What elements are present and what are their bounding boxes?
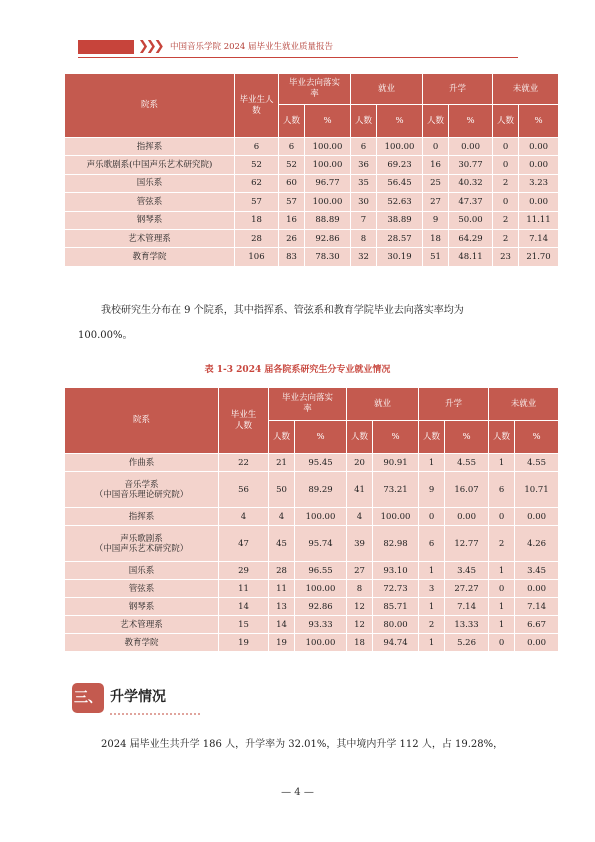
cell-un-p: 10.71 — [515, 472, 559, 508]
cell-un-p: 0.00 — [515, 634, 559, 652]
cell-fur-n: 0 — [423, 138, 449, 156]
dept-name-cell — [65, 229, 235, 247]
cell-rate-n: 28 — [269, 562, 295, 580]
col-employed: 就业 — [347, 388, 419, 421]
cell-emp-n: 36 — [351, 156, 377, 174]
header-title: 中国音乐学院 2024 届毕业生就业质量报告 — [170, 42, 334, 52]
cell-emp-n: 12 — [347, 616, 373, 634]
cell-fur-n: 9 — [419, 472, 445, 508]
cell-fur-n: 1 — [419, 454, 445, 472]
cell-rate-n: 11 — [269, 580, 295, 598]
cell-rate-p: 100.00 — [305, 138, 351, 156]
cell-emp-p: 30.19 — [377, 248, 423, 266]
col-count: 人数 — [489, 421, 515, 454]
cell-emp-n: 30 — [351, 193, 377, 211]
cell-fur-n: 51 — [423, 248, 449, 266]
dept-name-cell — [65, 598, 219, 616]
dept-name-cell — [65, 562, 219, 580]
cell-fur-n: 6 — [419, 526, 445, 562]
dept-name: 国乐系 — [136, 178, 163, 189]
dept-name: 教育学院 — [124, 637, 159, 648]
cell-fur-n: 18 — [423, 229, 449, 247]
cell-fur-p: 0.00 — [445, 508, 489, 526]
cell-rate-p: 100.00 — [305, 156, 351, 174]
cell-fur-n: 9 — [423, 211, 449, 229]
cell-rate-n: 14 — [269, 616, 295, 634]
cell-grads: 4 — [219, 508, 269, 526]
cell-rate-p: 88.89 — [305, 211, 351, 229]
cell-emp-n: 41 — [347, 472, 373, 508]
cell-grads: 57 — [235, 193, 279, 211]
cell-grads: 11 — [219, 580, 269, 598]
col-percent: % — [377, 105, 423, 138]
table-row — [65, 138, 559, 156]
dept-name-cell — [65, 156, 235, 174]
col-further: 升学 — [423, 74, 493, 105]
col-count: 人数 — [419, 421, 445, 454]
cell-fur-p: 13.33 — [445, 616, 489, 634]
cell-un-n: 1 — [489, 562, 515, 580]
cell-fur-n: 25 — [423, 174, 449, 192]
cell-rate-n: 83 — [279, 248, 305, 266]
cell-fur-p: 0.00 — [449, 138, 493, 156]
cell-un-p: 4.26 — [515, 526, 559, 562]
dept-name-cell — [65, 472, 219, 508]
section-title: 升学情况 — [110, 689, 166, 705]
cell-un-p: 4.55 — [515, 454, 559, 472]
dept-name-cell — [65, 454, 219, 472]
table-row — [65, 211, 559, 229]
cell-emp-p: 69.23 — [377, 156, 423, 174]
header-accent-bar — [78, 40, 134, 54]
table-row — [65, 156, 559, 174]
cell-fur-p: 64.29 — [449, 229, 493, 247]
dept-name-cell — [65, 580, 219, 598]
cell-grads: 14 — [219, 598, 269, 616]
cell-rate-n: 45 — [269, 526, 295, 562]
cell-emp-p: 85.71 — [373, 598, 419, 616]
dept-name: 作曲系 — [128, 457, 155, 468]
cell-emp-n: 8 — [351, 229, 377, 247]
cell-rate-n: 4 — [269, 508, 295, 526]
table-row — [65, 598, 559, 616]
col-count: 人数 — [279, 105, 305, 138]
col-rate: 毕业去向落实率 — [279, 74, 351, 105]
cell-un-p: 11.11 — [519, 211, 559, 229]
col-grads: 毕业生人数 — [235, 74, 279, 138]
cell-emp-p: 82.98 — [373, 526, 419, 562]
col-percent: % — [449, 105, 493, 138]
cell-fur-p: 47.37 — [449, 193, 493, 211]
postgrad-dept-table — [64, 387, 559, 652]
cell-rate-n: 6 — [279, 138, 305, 156]
undergrad-dept-table — [64, 73, 559, 267]
dept-name: 管弦系 — [128, 583, 155, 594]
cell-un-p: 7.14 — [515, 598, 559, 616]
cell-grads: 22 — [219, 454, 269, 472]
cell-grads: 15 — [219, 616, 269, 634]
col-further: 升学 — [419, 388, 489, 421]
page-number: — 4 — — [281, 787, 314, 798]
cell-fur-p: 16.07 — [445, 472, 489, 508]
table-row — [65, 562, 559, 580]
table-row — [65, 580, 559, 598]
cell-rate-p: 100.00 — [295, 508, 347, 526]
table-row — [65, 174, 559, 192]
col-percent: % — [515, 421, 559, 454]
cell-emp-n: 39 — [347, 526, 373, 562]
cell-un-n: 2 — [489, 526, 515, 562]
dept-name-cell — [65, 616, 219, 634]
col-percent: % — [305, 105, 351, 138]
paragraph-1-line-1: 我校研究生分布在 9 个院系，其中指挥系、管弦系和教育学院毕业去向落实率均为 — [101, 305, 464, 316]
col-percent: % — [519, 105, 559, 138]
table-row — [65, 229, 559, 247]
dept-name-cell — [65, 193, 235, 211]
dept-name: 钢琴系 — [136, 215, 163, 226]
cell-emp-n: 6 — [351, 138, 377, 156]
cell-emp-p: 72.73 — [373, 580, 419, 598]
cell-rate-n: 16 — [279, 211, 305, 229]
dept-name-cell — [65, 138, 235, 156]
dept-name: 音乐学系 — [124, 479, 159, 490]
cell-un-n: 2 — [493, 211, 519, 229]
cell-emp-n: 27 — [347, 562, 373, 580]
dept-name: 艺术管理系 — [128, 233, 171, 244]
cell-un-n: 2 — [493, 229, 519, 247]
dept-subname: （中国音乐理论研究院） — [94, 489, 189, 500]
cell-emp-n: 20 — [347, 454, 373, 472]
cell-fur-n: 1 — [419, 598, 445, 616]
cell-emp-p: 56.45 — [377, 174, 423, 192]
col-percent: % — [295, 421, 347, 454]
cell-emp-p: 100.00 — [377, 138, 423, 156]
cell-grads: 47 — [219, 526, 269, 562]
col-count: 人数 — [423, 105, 449, 138]
cell-rate-p: 100.00 — [295, 580, 347, 598]
cell-fur-n: 3 — [419, 580, 445, 598]
cell-un-n: 0 — [489, 508, 515, 526]
cell-rate-p: 100.00 — [295, 634, 347, 652]
dept-name-cell — [65, 634, 219, 652]
cell-un-p: 0.00 — [519, 156, 559, 174]
cell-emp-p: 52.63 — [377, 193, 423, 211]
header-rule — [78, 57, 518, 58]
table-row — [65, 616, 559, 634]
cell-un-n: 2 — [493, 174, 519, 192]
cell-fur-p: 48.11 — [449, 248, 493, 266]
cell-un-p: 3.45 — [515, 562, 559, 580]
dept-name-cell — [65, 174, 235, 192]
cell-un-n: 1 — [489, 598, 515, 616]
col-dept: 院系 — [65, 74, 235, 138]
cell-grads: 28 — [235, 229, 279, 247]
cell-emp-p: 38.89 — [377, 211, 423, 229]
cell-un-n: 6 — [489, 472, 515, 508]
cell-fur-p: 30.77 — [449, 156, 493, 174]
cell-un-p: 21.70 — [519, 248, 559, 266]
table-row — [65, 526, 559, 562]
cell-fur-n: 1 — [419, 634, 445, 652]
cell-emp-n: 35 — [351, 174, 377, 192]
cell-grads: 52 — [235, 156, 279, 174]
cell-rate-p: 95.74 — [295, 526, 347, 562]
col-percent: % — [373, 421, 419, 454]
cell-fur-p: 27.27 — [445, 580, 489, 598]
cell-emp-p: 73.21 — [373, 472, 419, 508]
col-grads: 毕业生人数 — [219, 388, 269, 454]
cell-rate-n: 13 — [269, 598, 295, 616]
cell-fur-p: 7.14 — [445, 598, 489, 616]
table-row — [65, 508, 559, 526]
cell-grads: 29 — [219, 562, 269, 580]
cell-emp-n: 32 — [351, 248, 377, 266]
cell-un-n: 0 — [493, 193, 519, 211]
cell-un-n: 0 — [493, 156, 519, 174]
cell-fur-n: 1 — [419, 562, 445, 580]
dept-name: 指挥系 — [128, 511, 155, 522]
cell-rate-n: 52 — [279, 156, 305, 174]
dept-name-cell — [65, 248, 235, 266]
cell-un-n: 0 — [489, 634, 515, 652]
cell-rate-p: 78.30 — [305, 248, 351, 266]
paragraph-2-line-1: 2024 届毕业生共升学 186 人，升学率为 32.01%，其中境内升学 112 人，占 19.28%， — [101, 739, 504, 750]
cell-un-n: 0 — [489, 580, 515, 598]
cell-fur-n: 16 — [423, 156, 449, 174]
cell-emp-n: 7 — [351, 211, 377, 229]
dept-name: 管弦系 — [136, 196, 163, 207]
cell-fur-p: 4.55 — [445, 454, 489, 472]
cell-fur-n: 27 — [423, 193, 449, 211]
cell-un-p: 0.00 — [519, 193, 559, 211]
cell-fur-n: 2 — [419, 616, 445, 634]
col-count: 人数 — [493, 105, 519, 138]
cell-rate-p: 96.55 — [295, 562, 347, 580]
dept-name: 国乐系 — [128, 565, 155, 576]
cell-fur-p: 12.77 — [445, 526, 489, 562]
dept-name-cell — [65, 526, 219, 562]
cell-un-p: 6.67 — [515, 616, 559, 634]
cell-rate-n: 19 — [269, 634, 295, 652]
col-rate: 毕业去向落实率 — [269, 388, 347, 421]
cell-emp-n: 12 — [347, 598, 373, 616]
cell-un-n: 0 — [493, 138, 519, 156]
table-caption: 表 1-3 2024 届各院系研究生分专业就业情况 — [204, 365, 391, 375]
cell-un-n: 23 — [493, 248, 519, 266]
cell-fur-p: 50.00 — [449, 211, 493, 229]
cell-emp-n: 4 — [347, 508, 373, 526]
cell-rate-p: 93.33 — [295, 616, 347, 634]
dept-name: 声乐歌剧系(中国声乐艺术研究院) — [86, 160, 213, 171]
dept-name: 钢琴系 — [128, 601, 155, 612]
cell-rate-n: 21 — [269, 454, 295, 472]
cell-un-p: 0.00 — [519, 138, 559, 156]
cell-rate-p: 92.86 — [305, 229, 351, 247]
col-unemployed: 未就业 — [489, 388, 559, 421]
cell-rate-n: 26 — [279, 229, 305, 247]
cell-emp-n: 18 — [347, 634, 373, 652]
col-count: 人数 — [347, 421, 373, 454]
col-count: 人数 — [269, 421, 295, 454]
table-row — [65, 248, 559, 266]
cell-grads: 19 — [219, 634, 269, 652]
dept-name: 艺术管理系 — [120, 619, 163, 630]
col-percent: % — [445, 421, 489, 454]
col-employed: 就业 — [351, 74, 423, 105]
cell-emp-p: 28.57 — [377, 229, 423, 247]
cell-rate-p: 92.86 — [295, 598, 347, 616]
cell-fur-p: 3.45 — [445, 562, 489, 580]
cell-fur-p: 5.26 — [445, 634, 489, 652]
paragraph-1-line-2: 100.00%。 — [78, 330, 133, 341]
cell-rate-p: 100.00 — [305, 193, 351, 211]
cell-emp-p: 80.00 — [373, 616, 419, 634]
dept-name-cell — [65, 508, 219, 526]
dept-name-cell — [65, 211, 235, 229]
dept-name: 声乐歌剧系 — [120, 533, 163, 544]
table-row — [65, 454, 559, 472]
table-row — [65, 472, 559, 508]
cell-grads: 6 — [235, 138, 279, 156]
cell-rate-p: 96.77 — [305, 174, 351, 192]
header-chevrons-icon: ❯❯❯ — [138, 39, 162, 54]
cell-un-n: 1 — [489, 616, 515, 634]
section-number-badge: 三、 — [72, 683, 104, 713]
cell-rate-n: 50 — [269, 472, 295, 508]
cell-un-p: 0.00 — [515, 580, 559, 598]
col-dept: 院系 — [65, 388, 219, 454]
cell-grads: 56 — [219, 472, 269, 508]
cell-grads: 18 — [235, 211, 279, 229]
cell-emp-n: 8 — [347, 580, 373, 598]
col-count: 人数 — [351, 105, 377, 138]
cell-rate-n: 57 — [279, 193, 305, 211]
cell-un-p: 3.23 — [519, 174, 559, 192]
col-unemployed: 未就业 — [493, 74, 559, 105]
cell-rate-p: 89.29 — [295, 472, 347, 508]
cell-fur-p: 40.32 — [449, 174, 493, 192]
cell-un-p: 7.14 — [519, 229, 559, 247]
cell-emp-p: 100.00 — [373, 508, 419, 526]
cell-grads: 106 — [235, 248, 279, 266]
cell-fur-n: 0 — [419, 508, 445, 526]
dept-name: 指挥系 — [136, 141, 163, 152]
cell-emp-p: 94.74 — [373, 634, 419, 652]
cell-un-n: 1 — [489, 454, 515, 472]
cell-un-p: 0.00 — [515, 508, 559, 526]
table-row — [65, 634, 559, 652]
dept-subname: （中国声乐艺术研究院） — [94, 543, 189, 554]
cell-rate-p: 95.45 — [295, 454, 347, 472]
table-row — [65, 193, 559, 211]
cell-emp-p: 93.10 — [373, 562, 419, 580]
cell-rate-n: 60 — [279, 174, 305, 192]
section-underline — [110, 713, 200, 715]
cell-emp-p: 90.91 — [373, 454, 419, 472]
dept-name: 教育学院 — [132, 252, 167, 263]
cell-grads: 62 — [235, 174, 279, 192]
